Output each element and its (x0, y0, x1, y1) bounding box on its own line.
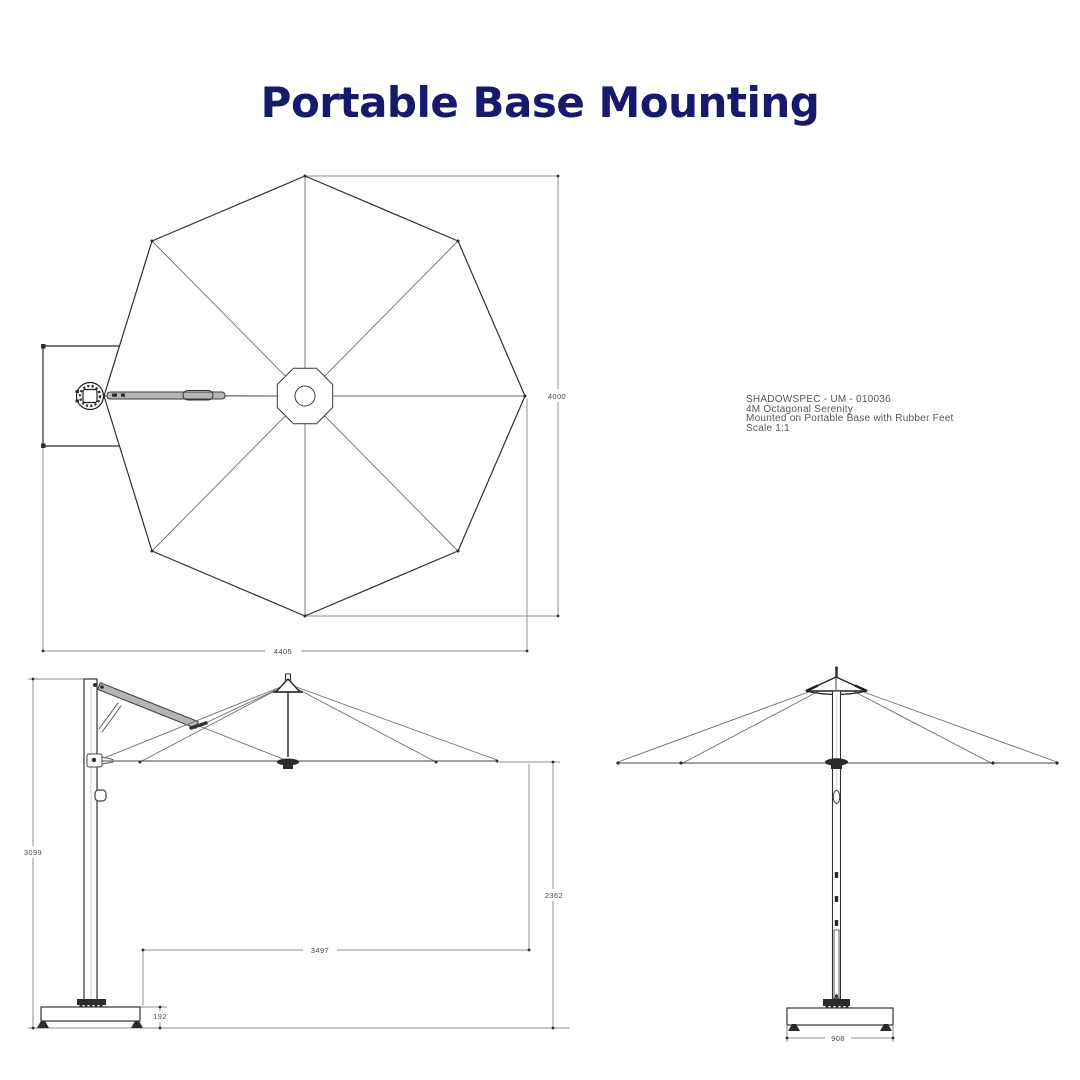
side-cantilever-arm (98, 683, 206, 732)
plan-view (41, 175, 573, 658)
side-canopy (102, 674, 499, 769)
dim-arm-projection-label: 3497 (310, 946, 330, 955)
dim-base-width (786, 1026, 895, 1043)
side-crank-handle (95, 790, 106, 801)
plan-hub-circle (295, 386, 315, 406)
dim-mast-height-label: 3099 (23, 848, 43, 857)
dim-overall-span-label: 4405 (273, 647, 293, 656)
plan-mast-flange (76, 383, 104, 410)
dim-canopy-clearance (499, 761, 570, 1030)
front-peak-cap (806, 667, 867, 695)
dim-overall-span (42, 399, 529, 657)
dim-canopy-span-label: 4000 (547, 392, 567, 401)
dim-base-width-label: 908 (831, 1034, 845, 1043)
dim-mast-height (17, 678, 84, 1030)
front-portable-base (787, 999, 893, 1031)
plan-cantilever-arm (107, 391, 278, 401)
front-hub (825, 758, 848, 769)
dim-arm-projection (142, 764, 531, 1005)
scale-note: Scale 1:1 (746, 422, 790, 434)
dim-base-height-label: 192 (153, 1012, 167, 1021)
dim-base-height (140, 1006, 173, 1030)
front-elevation (616, 667, 1058, 1044)
side-elevation (17, 674, 570, 1029)
mounting-description: Mounted on Portable Base with Rubber Feet (746, 413, 954, 425)
side-mast (84, 679, 97, 1003)
page-title: Portable Base Mounting (260, 78, 820, 127)
product-name: 4M Octagonal Serenity (746, 403, 853, 415)
dim-canopy-clearance-label: 2362 (544, 891, 564, 900)
side-portable-base (37, 999, 143, 1028)
front-pole (833, 691, 841, 999)
product-code: SHADOWSPEC - UM - 010036 (746, 394, 891, 405)
